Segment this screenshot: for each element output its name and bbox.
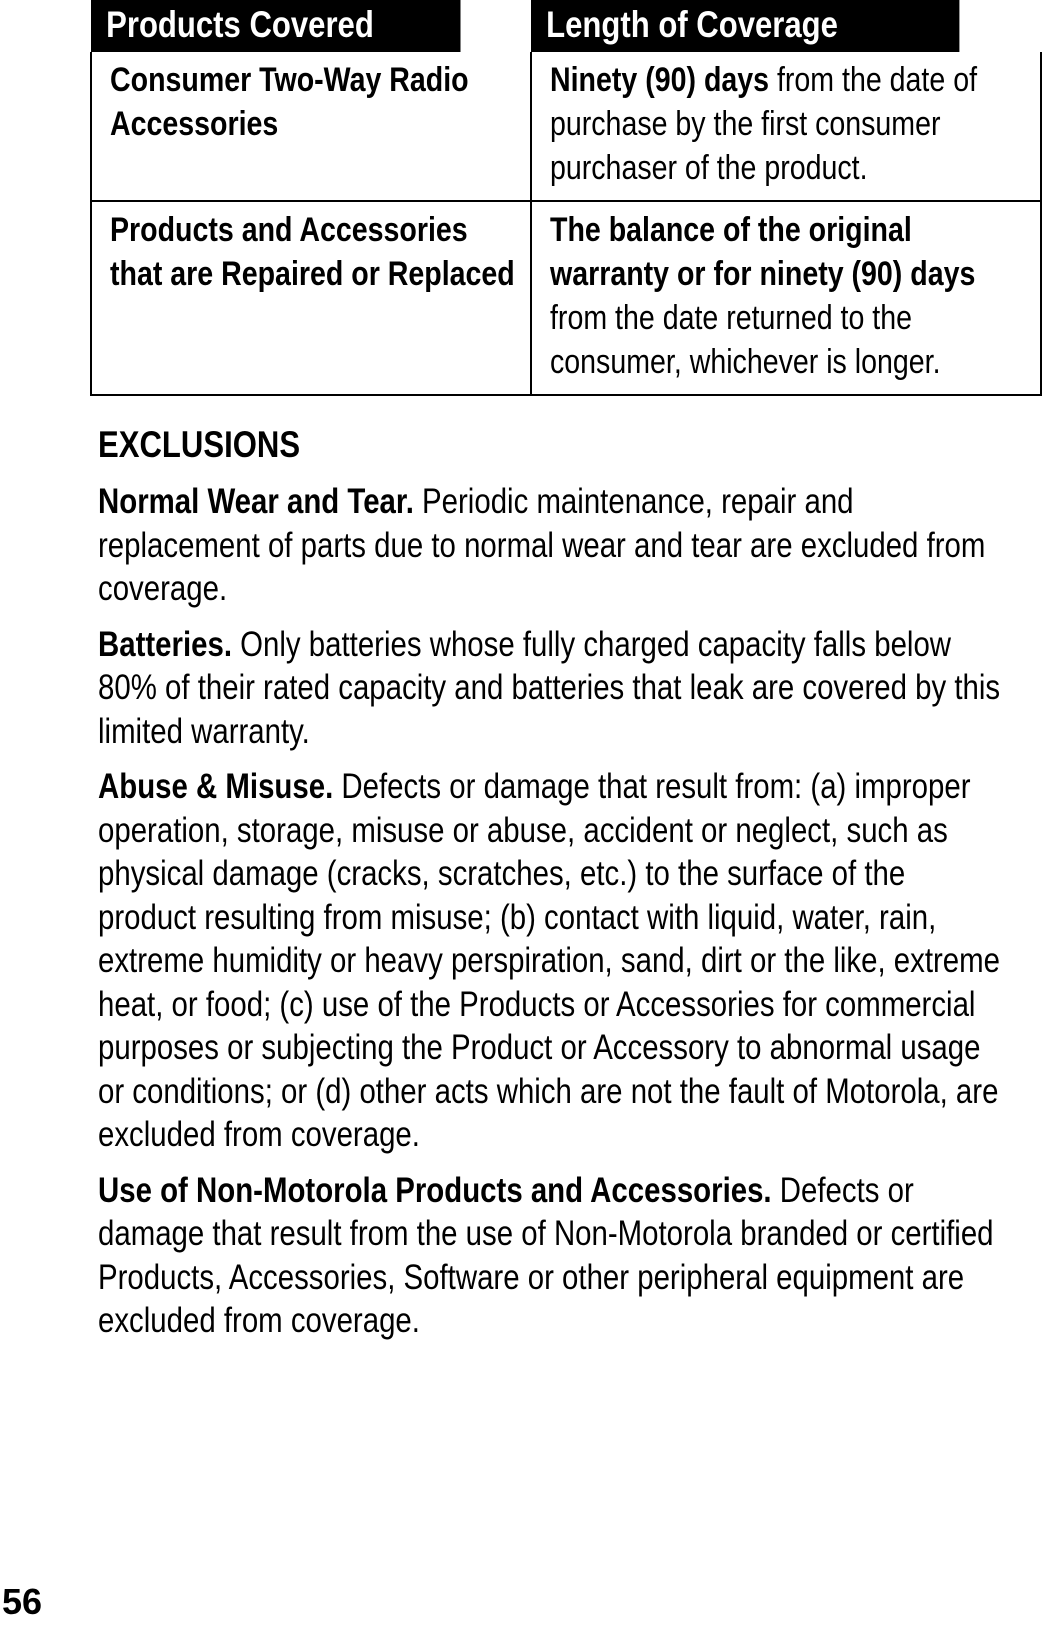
coverage-bold: The balance of the original warranty or for ninety (90) days xyxy=(550,211,976,293)
exclusion-text: Defects or damage that result from the use of Non-Motorola branded or certified Products, Accessories, Software or other peripheral equipment are excluded from coverage. xyxy=(98,1170,994,1340)
exclusion-batteries xyxy=(98,623,1005,754)
table-row xyxy=(91,52,1041,201)
exclusion-lead: Abuse & Misuse. xyxy=(98,767,334,806)
exclusion-text: Periodic maintenance, repair and replacement of parts due to normal wear and tear are excluded from coverage. xyxy=(98,482,986,608)
page-number: 56 xyxy=(2,1581,43,1622)
coverage-cell xyxy=(531,201,1041,395)
product-name: Products and Accessories that are Repaired or Replaced xyxy=(110,211,515,293)
product-cell xyxy=(91,52,531,201)
exclusion-abuse-misuse xyxy=(98,765,1005,1157)
header-length-of-coverage: Length of Coverage xyxy=(531,0,959,52)
table-row xyxy=(91,201,1041,395)
coverage-text xyxy=(550,58,1032,190)
exclusion-lead: Batteries. xyxy=(98,624,233,664)
coverage-rest: from the date of purchase by the first consumer purchaser of the product. xyxy=(550,61,978,187)
product-cell xyxy=(91,201,531,395)
coverage-cell xyxy=(531,52,1041,201)
coverage-text xyxy=(550,208,1032,384)
exclusion-lead: Normal Wear and Tear. xyxy=(98,482,414,521)
coverage-bold: Ninety (90) days xyxy=(550,61,770,99)
coverage-table-header-row xyxy=(91,0,1041,52)
exclusions-heading: EXCLUSIONS xyxy=(98,424,301,465)
exclusions-section xyxy=(98,420,1005,1355)
exclusion-non-motorola xyxy=(98,1169,1005,1343)
header-products-covered: Products Covered xyxy=(91,0,461,52)
coverage-table xyxy=(90,0,1042,396)
exclusion-text: Only batteries whose fully charged capacity falls below 80% of their rated capacity and batteries that leak are covered by this limited warranty. xyxy=(98,624,1001,751)
exclusion-normal-wear xyxy=(98,480,1005,611)
coverage-rest: from the date returned to the consumer, whichever is longer. xyxy=(550,299,941,381)
exclusion-text: Defects or damage that result from: (a) improper operation, storage, misuse or abuse, accident or neglect, such as physical damage (cracks, scratches, etc.) to the surface of the product resulting from misuse; (b) contact with liquid, water, rain, extreme humidity or heavy perspiration, sand, dirt or the like, extreme heat, or food; (c) use of the Products or Accessories for commercial purposes or subjecting the Product or Accessory to abnormal usage or conditions; or (d) other acts which are not the fault of Motorola, are excluded from coverage. xyxy=(98,767,1001,1154)
product-name: Consumer Two-Way Radio Accessories xyxy=(110,61,469,143)
exclusion-lead: Use of Non-Motorola Products and Accessories. xyxy=(98,1170,772,1210)
